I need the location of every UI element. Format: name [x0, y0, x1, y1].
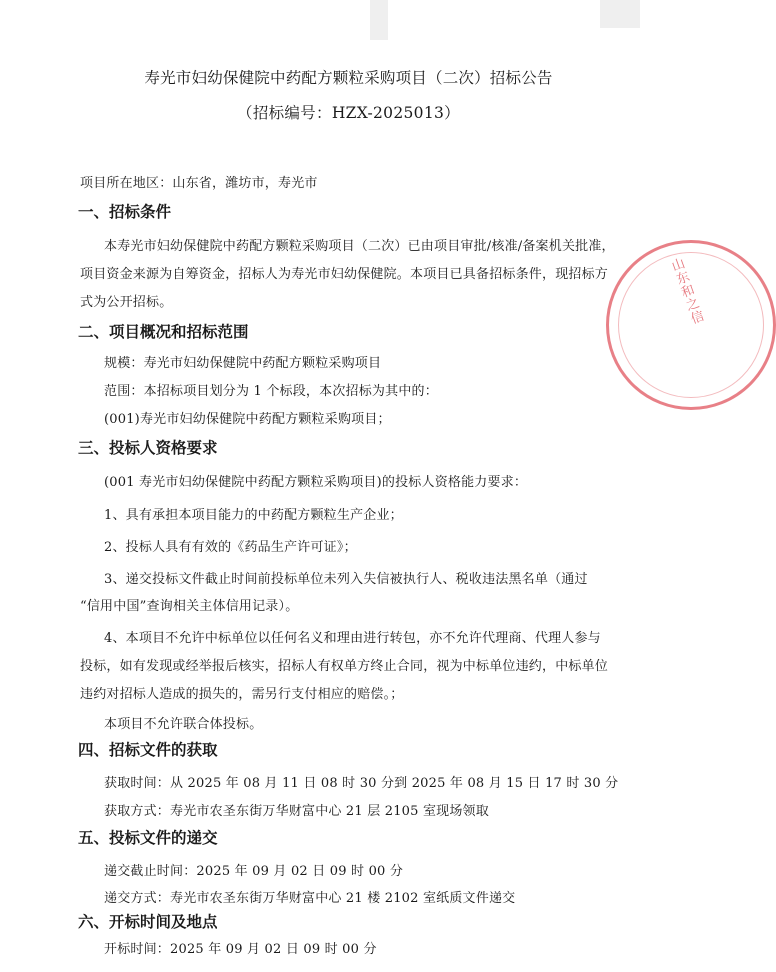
section-3-line-9: 本项目不允许联合体投标。	[104, 717, 263, 732]
section-3-line-4: 3、递交投标文件截止时间前投标单位未列入失信被执行人、税收违法黑名单（通过	[104, 572, 588, 587]
section-2-line-3: (001)寿光市妇幼保健院中药配方颗粒采购项目；	[104, 412, 391, 427]
section-3-line-1: (001 寿光市妇幼保健院中药配方颗粒采购项目)的投标人资格能力要求：	[104, 475, 528, 490]
section-3-line-5: “信用中国”查询相关主体信用记录）。	[80, 599, 299, 614]
section-2-line-2: 范围：本招标项目划分为 1 个标段，本次招标为其中的：	[104, 384, 438, 399]
section-4-line-2: 获取方式：寿光市农圣东街万华财富中心 21 层 2105 室现场领取	[104, 804, 489, 819]
section-3-line-2: 1、具有承担本项目能力的中药配方颗粒生产企业；	[104, 508, 403, 523]
section-6-line-1: 开标时间：2025 年 09 月 02 日 09 时 00 分	[104, 942, 377, 957]
section-3-line-7: 投标，如有发现或经举报后核实，招标人有权单方终止合同，视为中标单位违约，中标单位	[80, 659, 609, 674]
scan-mark	[370, 0, 388, 40]
section-3-line-3: 2、投标人具有有效的《药品生产许可证》；	[104, 540, 357, 555]
section-1-line-3: 式为公开招标。	[80, 295, 173, 310]
section-1-line-2: 项目资金来源为自筹资金，招标人为寿光市妇幼保健院。本项目已具备招标条件，现招标方	[80, 267, 609, 282]
section-5-heading: 五、投标文件的递交	[78, 829, 218, 847]
section-1-heading: 一、招标条件	[78, 203, 172, 221]
section-4-heading: 四、招标文件的获取	[78, 741, 218, 759]
section-2-heading: 二、项目概况和招标范围	[78, 323, 249, 341]
project-region: 项目所在地区：山东省，潍坊市，寿光市	[80, 176, 318, 191]
scan-mark	[600, 0, 640, 28]
company-seal-text: 山东和之信	[666, 256, 705, 328]
section-3-heading: 三、投标人资格要求	[78, 439, 218, 457]
tender-code: （招标编号：HZX-2025013）	[237, 104, 460, 122]
section-5-line-1: 递交截止时间：2025 年 09 月 02 日 09 时 00 分	[104, 864, 404, 879]
section-5-line-2: 递交方式：寿光市农圣东街万华财富中心 21 楼 2102 室纸质文件递交	[104, 891, 516, 906]
document-title: 寿光市妇幼保健院中药配方颗粒采购项目（二次）招标公告	[144, 69, 553, 87]
section-4-line-1: 获取时间：从 2025 年 08 月 11 日 08 时 30 分到 2025 年 08 月 15 日 17 时 30 分	[104, 776, 619, 791]
section-3-line-6: 4、本项目不允许中标单位以任何名义和理由进行转包，亦不允许代理商、代理人参与	[104, 631, 601, 646]
section-3-line-8: 违约对招标人造成的损失的，需另行支付相应的赔偿。；	[80, 687, 404, 702]
section-6-heading: 六、开标时间及地点	[78, 913, 218, 931]
section-1-line-1: 本寿光市妇幼保健院中药配方颗粒采购项目（二次）已由项目审批/核准/备案机关批准，	[104, 239, 615, 254]
section-2-line-1: 规模：寿光市妇幼保健院中药配方颗粒采购项目	[104, 356, 382, 371]
